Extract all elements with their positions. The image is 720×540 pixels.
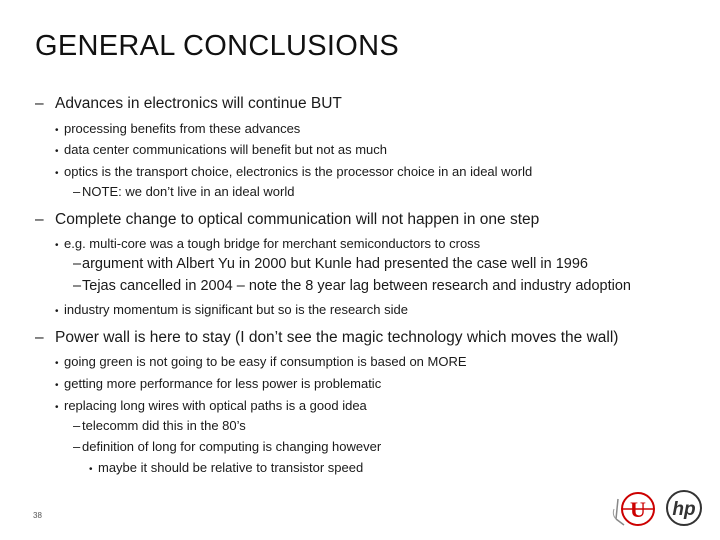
bullet-text: e.g. multi-core was a tough bridge for merchant semiconductors to cross xyxy=(64,236,481,251)
bullet-text: argument with Albert Yu in 2000 but Kunle had presented the case well in 1996 xyxy=(82,256,588,272)
slide-title: GENERAL CONCLUSIONS xyxy=(35,30,399,62)
dash-marker: – xyxy=(35,211,44,228)
bullet-text: maybe it should be relative to transistor speed xyxy=(98,460,364,475)
bullet-text: telecomm did this in the 80’s xyxy=(82,418,246,433)
svg-text:hp: hp xyxy=(672,499,696,520)
utah-logo xyxy=(612,489,656,534)
bullet-text: Advances in electronics will continue BUT xyxy=(55,95,342,112)
bullet-text: replacing long wires with optical paths is a good idea xyxy=(64,398,367,413)
bullet-level4 xyxy=(89,460,363,475)
dash-marker: – xyxy=(73,418,81,433)
bullet-level2 xyxy=(55,121,300,136)
bullet-level3 xyxy=(73,439,381,454)
dot-marker: • xyxy=(55,168,59,179)
dot-marker: • xyxy=(55,146,59,157)
bullet-text: optics is the transport choice, electronics is the processor choice in an ideal world xyxy=(64,164,533,179)
dot-marker: • xyxy=(55,125,59,136)
dot-marker: • xyxy=(55,306,59,317)
bullet-text: going green is not going to be easy if consumption is based on MORE xyxy=(64,354,467,369)
bullet-level2 xyxy=(55,236,480,251)
dot-marker: • xyxy=(55,240,59,251)
bullet-text: industry momentum is significant but so is the research side xyxy=(64,302,408,317)
bullet-text: Power wall is here to stay (I don’t see the magic technology which moves the wall) xyxy=(55,329,619,346)
bullet-level2 xyxy=(55,142,387,157)
bullet-level1 xyxy=(35,329,618,347)
bullet-level2 xyxy=(55,376,381,391)
bullet-text: processing benefits from these advances xyxy=(64,121,301,136)
dash-marker: – xyxy=(73,256,82,272)
bullet-level3 xyxy=(73,184,294,199)
bullet-level1 xyxy=(35,95,342,113)
dot-marker: • xyxy=(89,464,93,475)
bullet-text: getting more performance for less power is problematic xyxy=(64,376,382,391)
dash-marker: – xyxy=(73,278,82,294)
dash-marker: – xyxy=(73,439,81,454)
bullet-text: definition of long for computing is changing however xyxy=(82,439,382,454)
bullet-level3 xyxy=(73,278,631,294)
bullet-level2 xyxy=(55,302,408,317)
bullet-level1 xyxy=(35,211,539,229)
dot-marker: • xyxy=(55,402,59,413)
dash-marker: – xyxy=(73,184,81,199)
bullet-level2 xyxy=(55,354,467,369)
bullet-level3 xyxy=(73,256,588,272)
bullet-text: Tejas cancelled in 2004 – note the 8 year lag between research and industry adoption xyxy=(82,278,631,294)
bullet-level3 xyxy=(73,418,246,433)
svg-text:U: U xyxy=(630,497,646,522)
bullet-level2 xyxy=(55,164,532,179)
dot-marker: • xyxy=(55,380,59,391)
bullet-text: NOTE: we don’t live in an ideal world xyxy=(82,184,295,199)
dot-marker: • xyxy=(55,358,59,369)
dash-marker: – xyxy=(35,329,44,346)
hp-logo xyxy=(664,488,704,533)
dash-marker: – xyxy=(35,95,44,112)
bullet-text: Complete change to optical communication will not happen in one step xyxy=(55,211,540,228)
bullet-text: data center communications will benefit but not as much xyxy=(64,142,388,157)
bullet-level2 xyxy=(55,398,367,413)
page-number: 38 xyxy=(33,511,42,520)
